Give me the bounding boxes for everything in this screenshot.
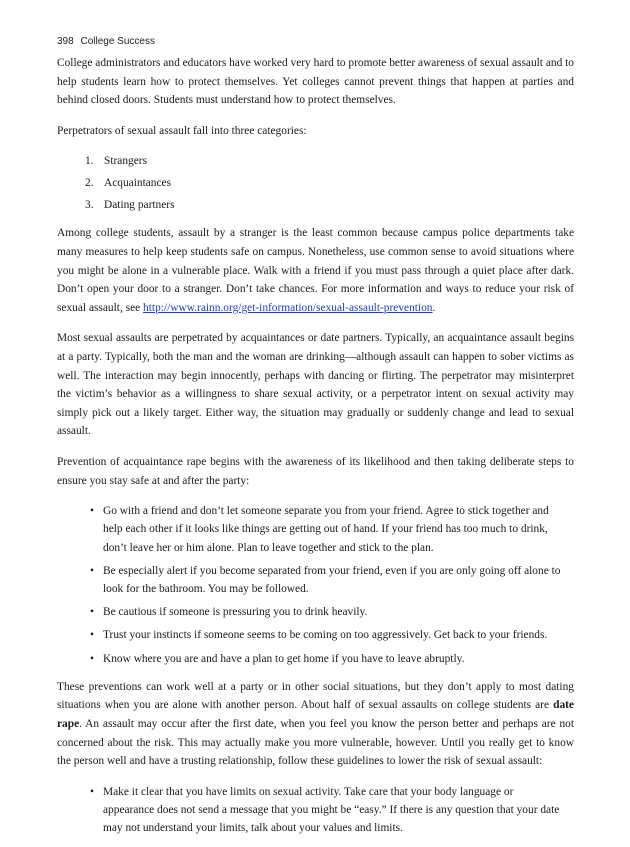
list-item-text: Make it clear that you have limits on sexual activity. Take care that your body language or appearance does not send a message that you might be “easy.” If there is any question that your date may not understand your limits, talk about your values and limits. xyxy=(103,785,560,835)
list-item-text: Trust your instincts if someone seems to be coming on too aggressively. Get back to your friends. xyxy=(103,629,548,642)
list-item xyxy=(57,603,574,621)
stranger-assault-paragraph xyxy=(57,224,574,317)
stranger-text-end: . xyxy=(432,301,436,314)
list-number: 3. xyxy=(85,199,94,212)
list-item xyxy=(57,152,574,170)
rainn-prevention-link[interactable]: http://www.rainn.org/get-information/sexual-assault-prevention xyxy=(143,301,433,314)
list-item xyxy=(57,562,574,598)
bullet-icon: • xyxy=(90,505,94,518)
bullet-icon: • xyxy=(90,652,94,665)
page-content xyxy=(57,36,574,847)
date-rape-paragraph xyxy=(57,678,574,771)
list-item-text: Go with a friend and don’t let someone separate you from your friend. Agree to stick together and help each other if it looks like things are getting out of hand. If your friend has too much to drink, don’t leave her or him alone. Plan to leave together and stick to the plan. xyxy=(103,505,549,554)
intro-paragraph: College administrators and educators have worked very hard to promote better awareness of sexual assault and to help students learn how to protect themselves. Yet colleges cannot prevent things that happen at parties and behind closed doors. Students must understand how to protect themselves. xyxy=(57,57,574,107)
list-item xyxy=(57,626,574,644)
page-number: 398 xyxy=(57,36,74,47)
date-text-after: . An assault may occur after the first date, when you feel you know the person better and perhaps are not concerned about the risk. This may actually make you more vulnerable, however. Until you really get to know the person well and have a trusting relationship, follow these guidelines to lower the risk of sexual assault: xyxy=(57,717,574,768)
party-safety-tips-list xyxy=(57,502,574,668)
list-item xyxy=(57,783,574,838)
list-item-text: Know where you are and have a plan to get home if you have to leave abruptly. xyxy=(103,652,465,665)
list-item xyxy=(57,650,574,668)
dating-safety-tips-list xyxy=(57,783,574,838)
list-item-label: Dating partners xyxy=(104,199,175,212)
list-item xyxy=(57,196,574,214)
acquaintance-assault-paragraph: Most sexual assaults are perpetrated by acquaintances or date partners. Typically, an acquaintance assault begins at a party. Typically, both the man and the woman are drinking—although assault can happen to sober victims as well. The interaction may begin innocently, perhaps with dancing or flirting. The perpetrator may misinterpret the victim’s behavior as a willingness to share sexual activity, or a perpetrator intent on sexual activity may simply pick out a likely target. Either way, the situation may gradually or suddenly change and lead to sexual assault. xyxy=(57,332,574,438)
list-item-text: Be cautious if someone is pressuring you to drink heavily. xyxy=(103,606,368,619)
list-item-text: Be especially alert if you become separated from your friend, even if you are only going off alone to look for the bathroom. You may be followed. xyxy=(103,564,561,595)
perpetrator-categories-list xyxy=(57,152,574,214)
bullet-icon: • xyxy=(90,785,94,798)
list-number: 1. xyxy=(85,155,94,168)
running-header xyxy=(57,36,574,48)
date-text-before: These preventions can work well at a party or in other social situations, but they don’t apply to most dating situations when you are alone with another person. About half of sexual assaults on college students are xyxy=(57,680,574,712)
list-item-label: Strangers xyxy=(104,155,148,168)
bullet-icon: • xyxy=(90,606,94,619)
book-title: College Success xyxy=(80,36,155,47)
stranger-text: Among college students, assault by a stranger is the least common because campus police departments take many measures to help keep students safe on campus. Nonetheless, use common sense to avoid situations where you might be alone in a vulnerable place. Walk with a friend if you must pass through a quiet place after dark. Don’t open your door to a stranger. Don’t take chances. For more information and ways to reduce your risk of sexual assault, see xyxy=(57,227,574,314)
list-item xyxy=(57,502,574,557)
list-item-label: Acquaintances xyxy=(104,177,172,190)
categories-intro: Perpetrators of sexual assault fall into three categories: xyxy=(57,124,307,137)
list-item xyxy=(57,174,574,192)
prevention-intro-paragraph: Prevention of acquaintance rape begins with the awareness of its likelihood and then taking deliberate steps to ensure you stay safe at and after the party: xyxy=(57,455,574,487)
list-number: 2. xyxy=(85,177,94,190)
bullet-icon: • xyxy=(90,629,94,642)
date-rape-term: date rape xyxy=(57,699,574,730)
bullet-icon: • xyxy=(90,564,94,577)
